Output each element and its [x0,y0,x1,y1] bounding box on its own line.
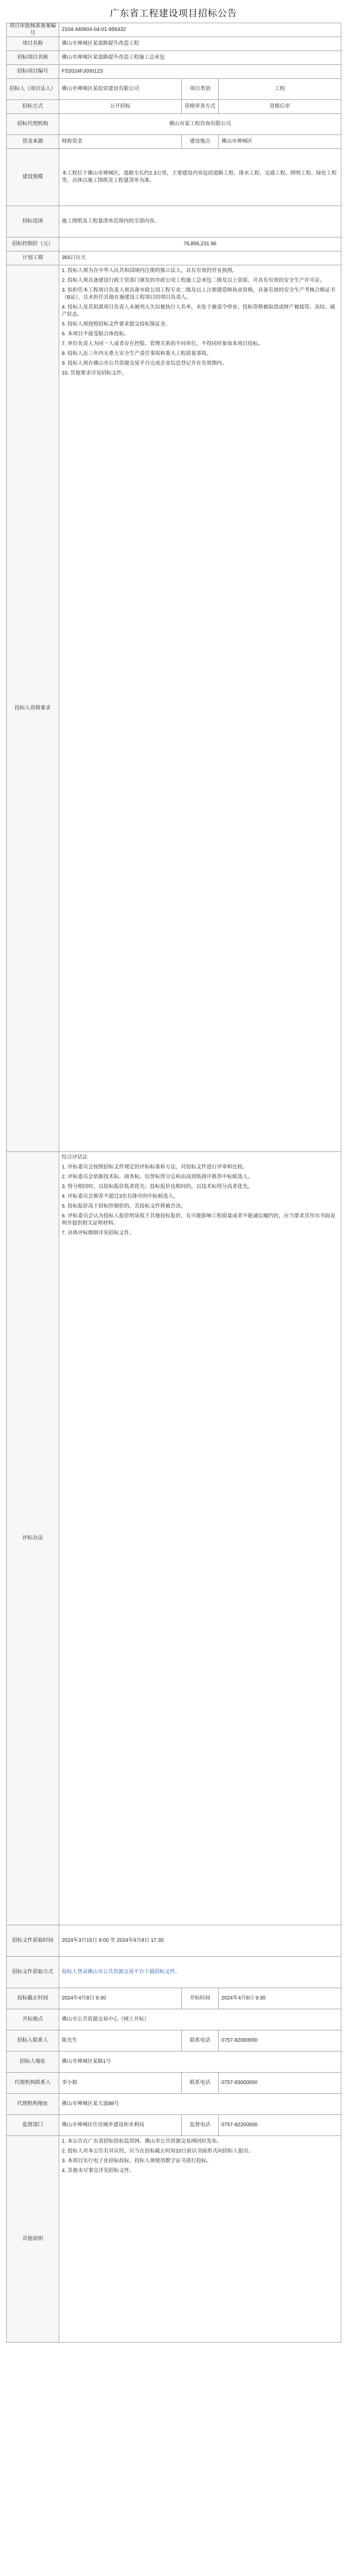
list-item: 3. 得分相同时，以投标报价低者优先；投标报价也相同的，以技术标得分高者优先。 [62,1184,253,1190]
table-row [7,100,341,114]
row-label: 联系电话 [182,2030,219,2051]
row-value: 佛山市禅城区 [219,135,341,148]
table-row [7,265,341,1152]
list-item: 3. 本项目实行电子化招标投标，投标人须使用数字证书进行投标。 [62,2158,212,2164]
row-value: 0757-83000000 [219,2073,341,2093]
row-label: 投标截止时间 [7,1988,59,2009]
row-label: 招标项目编号 [7,65,59,78]
list-item: 5. 投标报价高于招标控制价的，其投标文件将被否决。 [62,1204,186,1209]
table-row [7,238,341,251]
list-item: 10. 其他要求详见招标文件。 [62,370,127,376]
row-label: 投标人资格要求 [7,265,59,1151]
row-label: 招标代理机构 [7,114,59,134]
row-value: 佛山市禅城区某路1号 [59,2052,341,2072]
table-row [7,2094,341,2115]
row-value: 本工程位于佛山市禅城区，道路全长约2.3公里，主要建设内容包括道路工程、排水工程、交通工程、照明工程、绿化工程等，具体以施工图纸及工程量清单为准。 [59,149,341,206]
row-label: 其他说明 [7,2136,59,2342]
list-item: 6. 评标委员会认为投标人报价明显低于其他投标报价，有可能影响工程质量或者不能诚信履约的，应当要求其作出书面说明并提供相关证明材料。 [62,1213,336,1226]
row-label: 项目类别 [182,79,219,99]
page-title: 广东省工程建设项目招标公告 [110,8,237,19]
row-value: 佛山市禅城区某道路提升改造工程施工总承包 [59,51,341,64]
list-item: 1. 评标委员会按照招标文件规定的评标标准和方法，对投标文件进行评审和比较。 [62,1164,248,1170]
list-item: 7. 单位负责人为同一人或者存在控股、管理关系的不同单位，不得同时参加本项目投标。 [62,341,264,347]
table-row [7,149,341,206]
row-value: 2024年4月8日 9:30 [59,1988,182,2009]
row-value: 资格后审 [219,100,341,113]
row-value: FS2024FJ000123 [59,65,341,78]
row-value: 佛山市禅城区住房城乡建设和水利局 [59,2115,182,2136]
table-row [7,251,341,265]
list-item: 9. 投标人须在佛山市公共资源交易平台完成企业信息登记并在有效期内。 [62,361,228,366]
row-value: 2024年4月8日 9:30 [219,1988,341,2009]
row-value: 0757-82200000 [219,2115,341,2136]
row-label: 项目名称 [7,37,59,50]
notice-table [6,23,341,2343]
table-row [7,114,341,135]
row-label: 监督电话 [182,2115,219,2136]
table-row [7,65,341,79]
row-value: 0757-82000000 [219,2030,341,2051]
row-value: 佛山市公共资源交易中心（网上开标） [59,2009,341,2030]
row-value: 佛山市禅城区某道路提升改造工程 [59,37,341,50]
row-value: 365日历天 [59,251,341,265]
table-row [7,37,341,51]
row-label: 代理机构地址 [7,2094,59,2114]
row-label: 招标项目名称 [7,51,59,64]
list-item: 6. 本项目不接受联合体投标。 [62,331,130,337]
row-label: 监督部门 [7,2115,59,2136]
row-value: 李小姐 [59,2073,182,2093]
row-label: 资金来源 [7,135,59,148]
row-value: 佛山市某工程咨询有限公司 [59,114,341,134]
table-row [7,2009,341,2030]
table-row [7,2052,341,2073]
row-value: 工程 [219,79,341,99]
row-label: 招标范围 [7,206,59,237]
row-value: 2024年3月15日 9:00 至 2024年4月8日 17:30 [59,1925,341,1956]
row-label: 建设规模 [7,149,59,206]
row-value: 施工图纸及工程量清单范围内的全部内容。 [59,206,341,237]
list-item: 1. 本公告在广东省招标投标监管网、佛山市公共资源交易网同时发布。 [62,2139,222,2144]
table-row [7,23,341,37]
row-label: 招标文件获取时间 [7,1925,59,1956]
row-value: 公开招标 [59,100,182,113]
list-item: 4. 其他未尽事宜详见招标文件。 [62,2168,135,2174]
table-row [7,1925,341,1957]
row-value: 佛山市禅城区某投资建设有限公司 [59,79,182,99]
row-label: 招标方式 [7,100,59,113]
notes-list [59,2136,341,2342]
row-label: 建设地点 [182,135,219,148]
row-label: 计划工期 [7,251,59,265]
list-item: 1. 投标人须为在中华人民共和国境内注册的独立法人，具有有效的营业执照。 [62,268,238,274]
row-label: 招标人地址 [7,2052,59,2072]
list-item: 2. 投标人须具备建设行政主管部门颁发的市政公用工程施工总承包二级及以上资质，并具有有效的安全生产许可证。 [62,278,325,283]
row-label: 联系电话 [182,2073,219,2093]
row-value: 财政资金 [59,135,182,148]
row-label: 资格审查方式 [182,100,219,113]
list-item: 2. 评标委员会依据技术标、商务标、信誉标得分总和由高到低排序推荐中标候选人。 [62,1174,253,1180]
table-row [7,135,341,149]
row-label: 招标文件获取方式 [7,1957,59,1988]
list-item: 2. 投标人对本公告有异议的，应当在投标截止时间10日前以书面形式向招标人提出。 [62,2148,254,2154]
row-label: 开标时间 [182,1988,219,2009]
list-item: 7. 具体评标细则详见招标文件。 [62,1230,135,1236]
table-row [7,1988,341,2009]
list-item: 8. 投标人近三年内无重大安全生产责任事故和重大工程质量事故。 [62,351,212,357]
list-item: 5. 投标人须按照招标文件要求提交投标保证金。 [62,321,171,327]
table-row [7,2030,341,2052]
row-label: 评标办法 [7,1152,59,1925]
row-label: 开标地点 [7,2009,59,2030]
row-value: 76,856,231.96 [59,238,341,251]
list-item: 3. 拟担任本工程项目负责人须具备市政公用工程专业二级及以上注册建造师执业资格，具备有效的安全生产考核合格证书（B证），且未担任其他在施建设工程项目的项目负责人。 [62,287,336,300]
row-label: 招标人（项目法人） [7,79,59,99]
table-row [7,1152,341,1925]
row-value: 佛山市禅城区某大道88号 [59,2094,341,2114]
row-label: 招标控制价（元） [7,238,59,251]
qualification-list [59,265,341,1151]
table-row [7,51,341,65]
evaluation-list [59,1152,341,1925]
list-item: 4. 投标人及其拟派项目负责人未被列入失信被执行人名单，未处于被责令停业、投标资格被取消或财产被接管、冻结、破产状态。 [62,304,336,317]
row-label: 代理机构联系人 [7,2073,59,2093]
table-row [7,1957,341,1988]
list-item: 4. 评标委员会推荐不超过3名有排序的中标候选人。 [62,1194,179,1199]
row-label: 项目审批核准备案编号 [7,23,59,37]
table-row [7,206,341,238]
row-value: 2104-440604-04-01-956432 [59,23,341,37]
table-row [7,79,341,100]
table-row [7,2115,341,2136]
table-row [7,2073,341,2094]
row-label: 招标人联系人 [7,2030,59,2051]
table-row [7,2136,341,2343]
evaluation-method: 综合评估法 [62,1155,88,1160]
row-value[interactable]: 投标人登录佛山市公共资源交易平台下载招标文件。 [59,1957,341,1988]
row-value: 陈先生 [59,2030,182,2051]
